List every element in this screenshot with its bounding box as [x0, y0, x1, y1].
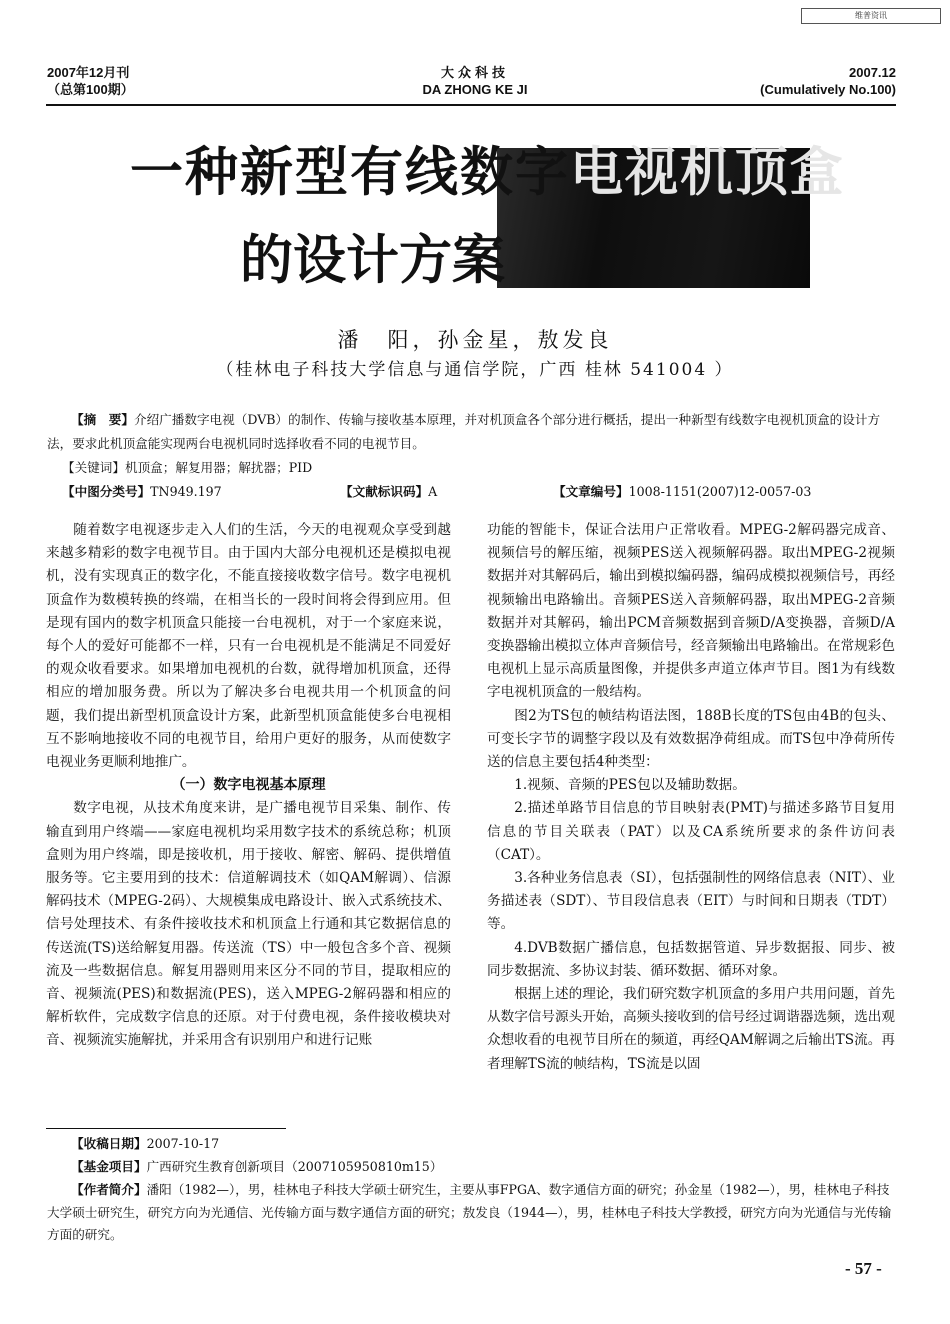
journal-name-cn: 大众科技 [440, 65, 509, 80]
keywords [62, 456, 312, 480]
header-volume-date: 2007.12 [849, 65, 896, 80]
list-item: 4.DVB数据广播信息，包括数据管道、异步数据报、同步、被同步数据流、多协议封装、循环数据、循环对象。 [487, 939, 895, 979]
footnote-received [47, 1133, 897, 1156]
section-heading: （一）数字电视基本原理 [171, 777, 326, 794]
article-number [553, 480, 811, 504]
footnote-rule [46, 1128, 286, 1129]
keywords-label: 【关键词】 [62, 460, 125, 475]
list-item: 2.描述单路节目信息的节目映射表(PMT)与描述多路节目复用信息的节目关联表（PAT）以及CA系统所要求的条件访问表（CAT）。 [487, 800, 895, 863]
keywords-text: 机顶盒；解复用器；解扰器；PID [124, 460, 313, 475]
clc-label: 【中图分类号】 [62, 484, 151, 499]
header-issue-date: 2007年12月刊 [47, 65, 130, 80]
header-rule [46, 104, 896, 106]
body-paragraph: 根据上述的理论，我们研究数字机顶盒的多用户共用问题，首先从数字信号源头开始，高频头接收到的信号经过调谐器选频，选出观众想收看的电视节目所在的频道，再经QAM解调之后输出TS流。再者理解TS流的帧结构，TS流是以固 [487, 986, 895, 1072]
article-number-label: 【文章编号】 [553, 484, 629, 499]
author-list: 潘 阳，孙金星，敖发良 [337, 328, 613, 352]
page-number: - 57 - [845, 1259, 882, 1278]
footnote-fund-label: 【基金项目】 [71, 1159, 147, 1174]
doc-code-value: A [428, 484, 438, 499]
footnote-fund-text: 广西研究生教育创新项目（2007105950810m15） [146, 1159, 443, 1174]
body-paragraph: 图2为TS包的帧结构语法图，188B长度的TS包由4B的包头、可变长字节的调整字段以及有效数据净荷组成。而TS包中净荷所传送的信息主要包括4种类型： [487, 707, 895, 771]
footnote-authors [47, 1179, 897, 1247]
body-paragraph: 随着数字电视逐步走入人们的生活，今天的电视观众享受到越来越多精彩的数字电视节目。由于国内大部分电视机还是模拟电视机，没有实现真正的数字化，不能直接接收数字信号。数字电视机顶盒作为数模转换的终端，在相当长的一段时间将会得到应用。但是现有国内的数字机顶盒只能接一台电视机，对于一个家庭来说，每个人的爱好可能都不一样，只有一台电视机是不能满足不同爱好的观众收看要求。如果增加电视机的台数，就得增加机顶盒，还得相应的增加服务费。所以为了解决多台电视共用一个机顶盒的问题，我们提出新型机顶盒设计方案，此新型机顶盒能使多台电视相互不影响地接收不同的电视节目，给用户更好的服务，从而使数字电视业务更顺利地推广。 [46, 522, 451, 771]
footnote-received-label: 【收稿日期】 [71, 1136, 147, 1151]
clc-number [62, 480, 222, 504]
list-item: 1.视频、音频的PES包以及辅助数据。 [514, 777, 746, 794]
clc-value: TN949.197 [150, 484, 222, 499]
footnote-received-text: 2007-10-17 [146, 1136, 220, 1151]
abstract-text: 介绍广播数字电视（DVB）的制作、传输与接收基本原理，并对机顶盒各个部分进行概括，提出一种新型有线数字电视机顶盒的设计方法，要求此机顶盒能实现两台电视机同时选择收看不同的电视节目。 [47, 412, 881, 451]
doc-code [340, 480, 437, 504]
article-title-line1-b: 电视机顶盒 [570, 142, 845, 203]
article-title-line1-a: 一种新型有线数字 [130, 142, 570, 203]
list-item: 3.各种业务信息表（SI），包括强制性的网络信息表（NIT）、业务描述表（SDT）、节目段信息表（EIT）与时间和日期表（TDT）等。 [487, 870, 895, 933]
article-title-line1 [130, 140, 845, 206]
header-volume-cumulative: (Cumulatively No.100) [760, 82, 896, 97]
archive-stamp: 维普资讯 [801, 8, 941, 24]
doc-code-label: 【文献标识码】 [340, 484, 429, 499]
footnote-authors-text: 潘阳（1982—），男，桂林电子科技大学硕士研究生，主要从事FPGA、数字通信方面的研究；孙金星（1982—），男，桂林电子科技大学硕士研究生，研究方向为光通信、光传输方面与数字通信方面的研究；敖发良（1944—），男，桂林电子科技大学教授，研究方向为光通信与光传输方面的研究。 [47, 1182, 892, 1242]
abstract-label: 【摘 要】 [71, 412, 134, 427]
header-volume [700, 64, 896, 98]
footnote-authors-label: 【作者简介】 [71, 1182, 147, 1197]
body-paragraph: 功能的智能卡，保证合法用户正常收看。MPEG-2解码器完成音、视频信号的解压缩，视频PES送入视频解码器。取出MPEG-2视频数据并对其解码后，输出到模拟编码器，编码成模拟视频信号，再经视频输出电路输出。音频PES送入音频解码器，取出MPEG-2音频数据并对其解码，输出PCM音频数据到音频D/A变换器，音频D/A变换器输出模拟立体声音频信号，经音频输出电路输出。在常规彩色电视机上显示高质量图像，并提供多声道立体声节目。图1为有线数字电视机顶盒的一般结构。 [487, 522, 895, 701]
abstract [47, 408, 895, 456]
body-paragraph: 数字电视，从技术角度来讲，是广播电视节目采集、制作、传输直到用户终端——家庭电视机均采用数字技术的系统总称；机顶盒则为用户终端，即是接收机，用于接收、解密、解码、提供增值服务等。它主要用到的技术：信道解调技术（如QAM解调）、信源解码技术（MPEG-2码）、大规模集成电路设计、嵌入式系统技术、信号处理技术、有条件接收技术和机顶盒上行通和其它数据信息的传送流(TS)送给解复用器。传送流（TS）中一般包含多个音、视频流及一些数据信息。解复用器则用来区分不同的节目，提取相应的音、视频流(PES)和数据流(PES)，送入MPEG-2解码器和相应的解析软件，完成数字信息的还原。对于付费电视，条件接收模块对音、视频流实施解扰，并采用含有识别用户和进行记账 [46, 800, 451, 1049]
body-column-right [487, 519, 895, 1076]
header-journal [360, 64, 590, 98]
body-column-left [46, 519, 451, 1053]
header-issue [47, 64, 134, 98]
article-number-value: 1008-1151(2007)12-0057-03 [628, 484, 812, 499]
article-title-line2: 的设计方案 [240, 230, 505, 291]
header-issue-total: （总第100期） [47, 82, 134, 97]
footnote-fund [47, 1156, 897, 1179]
journal-name-pinyin: DA ZHONG KE JI [422, 82, 528, 97]
author-affiliation: （桂林电子科技大学信息与通信学院，广西 桂林 541004 ） [216, 360, 734, 380]
